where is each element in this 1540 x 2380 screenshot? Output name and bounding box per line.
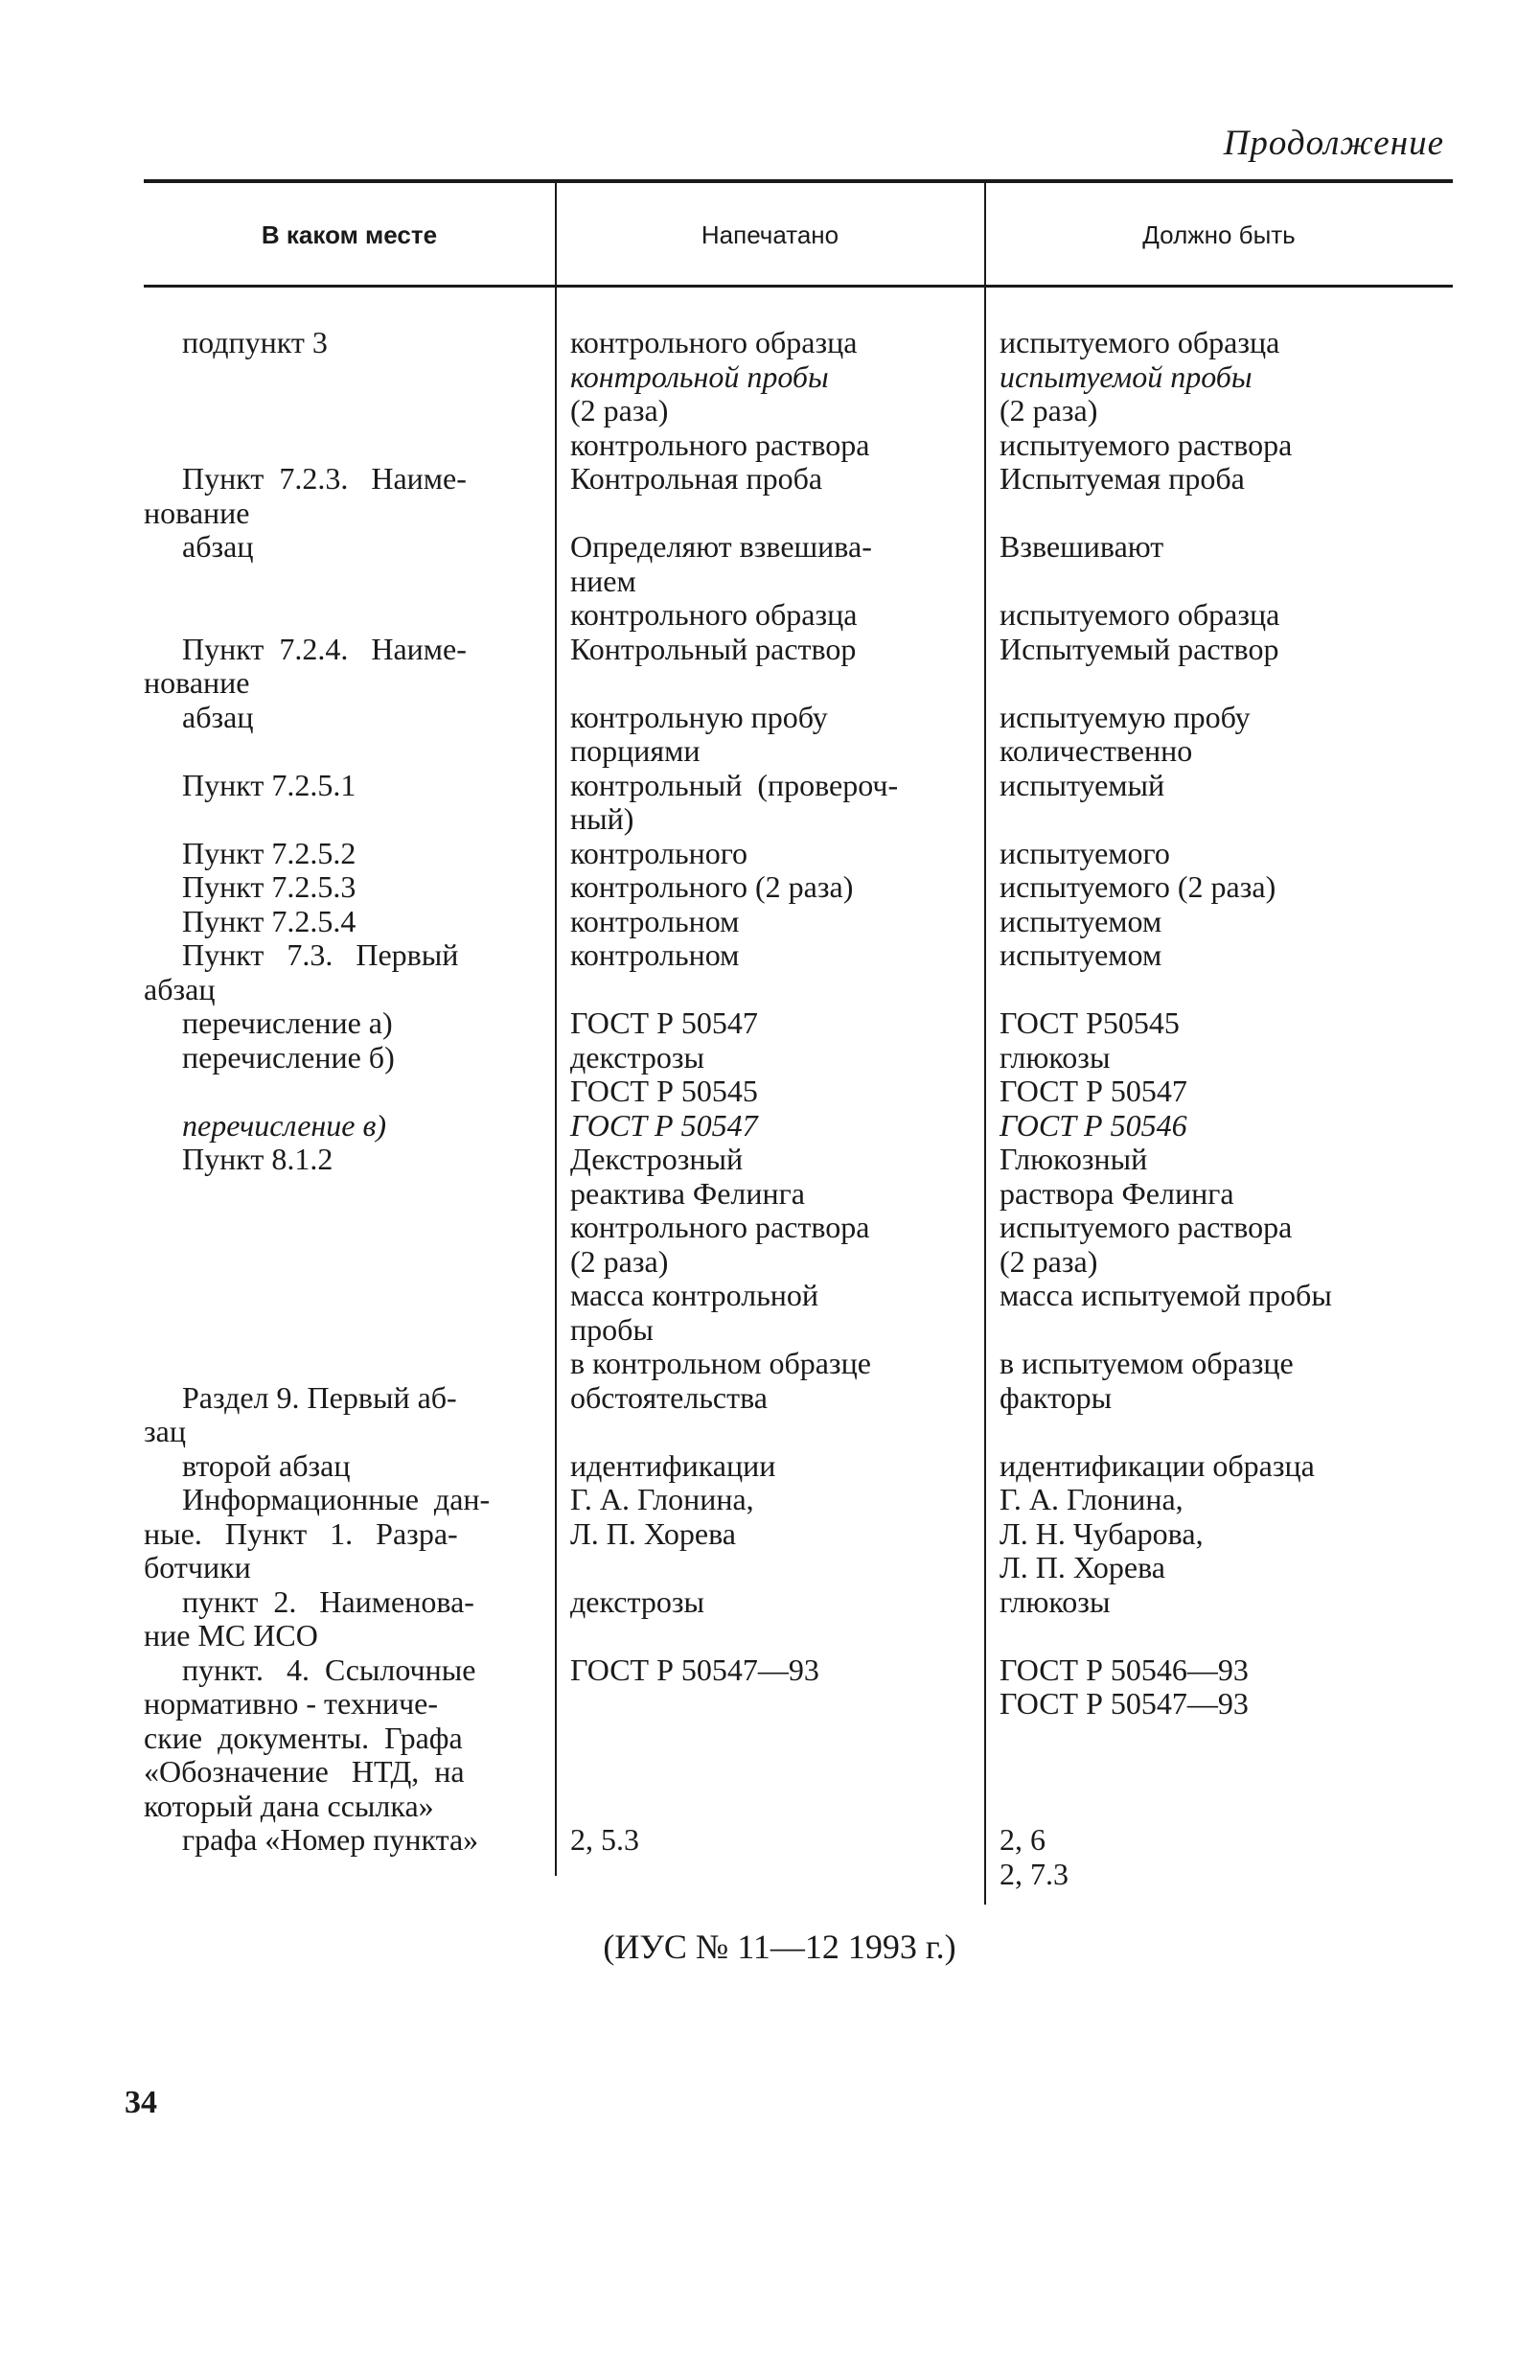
table-row xyxy=(144,1381,1453,1416)
table-row xyxy=(144,973,1453,1007)
place-cell xyxy=(144,394,555,428)
printed-cell: контрольном xyxy=(570,937,740,972)
table-row xyxy=(144,394,1453,428)
printed-cell: Контрольная проба xyxy=(570,461,823,496)
place-cell xyxy=(144,565,555,599)
printed-cell: ГОСТ Р 50547—93 xyxy=(570,1652,819,1687)
table-row xyxy=(144,530,1453,565)
printed-cell: 2, 5.3 xyxy=(570,1822,639,1857)
place-cell: Пункт 7.2.4. Наиме- xyxy=(144,631,467,666)
correct-cell: ГОСТ Р 50547—93 xyxy=(1000,1686,1249,1721)
correct-cell: испытуемый xyxy=(1000,767,1165,802)
place-cell: Пункт 8.1.2 xyxy=(144,1142,333,1176)
table-row xyxy=(144,1143,1453,1177)
table-row xyxy=(144,1006,1453,1041)
place-cell xyxy=(144,1858,555,1892)
place-cell: второй абзац xyxy=(144,1447,351,1483)
place-cell xyxy=(144,1211,555,1245)
printed-cell: масса контрольной xyxy=(570,1278,819,1312)
correct-cell: количественно xyxy=(1000,733,1193,768)
place-cell: перечисление б) xyxy=(144,1039,395,1074)
place-cell: пункт. 4. Ссылочные xyxy=(144,1652,476,1687)
printed-cell: порциями xyxy=(570,733,701,768)
correct-cell: ГОСТ Р 50546—93 xyxy=(1000,1652,1249,1687)
table-row xyxy=(144,701,1453,735)
place-cell: ные. Пункт 1. Разра- xyxy=(144,1515,458,1551)
place-cell: нормативно - техниче- xyxy=(144,1686,439,1721)
place-cell: «Обозначение НТД, на xyxy=(144,1754,465,1789)
table-row xyxy=(144,497,1453,531)
table-row xyxy=(144,428,1453,463)
printed-cell xyxy=(555,973,984,1007)
correct-cell: испытуемого раствора xyxy=(1000,1210,1293,1244)
table-row xyxy=(144,837,1453,871)
printed-cell: нием xyxy=(570,563,636,598)
place-cell xyxy=(144,1245,555,1280)
table-row xyxy=(144,1415,1453,1449)
place-cell: нование xyxy=(144,495,250,530)
printed-cell: (2 раза) xyxy=(570,393,669,427)
place-cell xyxy=(144,1279,555,1313)
printed-cell: контрольного раствора xyxy=(570,1210,870,1244)
correct-cell: Испытуемый раствор xyxy=(1000,631,1279,666)
table-row xyxy=(144,1109,1453,1144)
table-row xyxy=(144,938,1453,973)
printed-cell: Контрольный раствор xyxy=(570,631,857,666)
table-row xyxy=(144,462,1453,497)
table-row xyxy=(144,1653,1453,1688)
correct-cell: Г. А. Глонина, xyxy=(1000,1482,1184,1516)
table-row xyxy=(144,1585,1453,1620)
place-cell: Пункт 7.2.5.3 xyxy=(144,869,356,904)
table-row xyxy=(144,1211,1453,1245)
place-cell: графа «Номер пункта» xyxy=(144,1822,479,1857)
place-cell xyxy=(144,734,555,769)
printed-cell: контрольного xyxy=(570,835,748,870)
printed-cell: Декстрозный xyxy=(570,1142,744,1176)
table-row xyxy=(144,1721,1453,1756)
table-row xyxy=(144,1619,1453,1653)
correct-cell xyxy=(984,1790,1450,1824)
printed-cell xyxy=(555,1755,984,1790)
printed-cell xyxy=(555,1721,984,1756)
correct-cell xyxy=(984,1313,1450,1348)
correct-cell: ГОСТ Р50545 xyxy=(1000,1005,1180,1040)
printed-cell: идентификации xyxy=(570,1447,776,1483)
printed-cell xyxy=(555,1687,984,1721)
correct-cell: испытуемого образца xyxy=(1000,325,1280,359)
table-row xyxy=(144,870,1453,905)
correct-cell: Испытуемая проба xyxy=(1000,461,1245,496)
printed-cell xyxy=(555,497,984,531)
table-row xyxy=(144,1790,1453,1824)
place-cell: Пункт 7.3. Первый xyxy=(144,937,459,972)
table-row xyxy=(144,360,1453,395)
correct-cell: испытуемого раствора xyxy=(1000,427,1293,462)
correct-cell xyxy=(984,973,1450,1007)
place-cell: нование xyxy=(144,665,250,700)
printed-cell: декстрозы xyxy=(570,1583,704,1619)
printed-cell: (2 раза) xyxy=(570,1243,669,1279)
table-row xyxy=(144,1347,1453,1381)
correct-cell xyxy=(984,1415,1450,1449)
correct-cell: в испытуемом образце xyxy=(1000,1346,1294,1380)
place-cell: Пункт 7.2.5.2 xyxy=(144,835,356,870)
correct-cell: 2, 6 xyxy=(1000,1822,1046,1857)
printed-cell: контрольного (2 раза) xyxy=(570,869,854,904)
correct-cell: испытуемой пробы xyxy=(1000,358,1253,394)
correct-cell: Л. Н. Чубарова, xyxy=(1000,1515,1204,1551)
correct-cell: факторы xyxy=(1000,1379,1113,1415)
table-row xyxy=(144,1755,1453,1790)
place-cell: Информационные дан- xyxy=(144,1482,491,1516)
place-cell xyxy=(144,1347,555,1381)
place-cell: который дана ссылка» xyxy=(144,1788,434,1823)
printed-cell: контрольном xyxy=(570,903,740,938)
correct-cell: испытуемую пробу xyxy=(1000,699,1251,734)
place-cell: Раздел 9. Первый аб- xyxy=(144,1379,457,1415)
place-cell: абзац xyxy=(144,529,254,564)
printed-cell: Л. П. Хорева xyxy=(570,1515,736,1551)
place-cell: ние МС ИСО xyxy=(144,1618,318,1652)
correct-cell xyxy=(984,497,1450,531)
table-row xyxy=(144,1313,1453,1348)
correct-cell: ГОСТ Р 50547 xyxy=(1000,1074,1187,1108)
printed-cell xyxy=(555,1619,984,1653)
printed-cell: ГОСТ Р 50545 xyxy=(570,1074,758,1108)
continued-label: Продолжение xyxy=(1223,124,1444,163)
correct-cell xyxy=(984,1755,1450,1790)
place-cell: ские документы. Графа xyxy=(144,1720,463,1755)
correct-cell: Взвешивают xyxy=(1000,529,1164,564)
table-row xyxy=(144,1449,1453,1484)
printed-cell: контрольного образца xyxy=(570,325,858,359)
header-printed: Напечатано xyxy=(701,220,839,249)
place-cell xyxy=(144,360,555,395)
table-row xyxy=(144,802,1453,837)
printed-cell: контрольного образца xyxy=(570,597,858,632)
footer-citation: (ИУС № 11—12 1993 г.) xyxy=(603,1928,956,1966)
header-correct: Должно быть xyxy=(1142,220,1296,249)
table-header-rule xyxy=(144,285,1453,288)
correct-cell: испытуемого образца xyxy=(1000,597,1280,632)
correct-cell xyxy=(984,1721,1450,1756)
place-cell: перечисление а) xyxy=(144,1005,393,1040)
table-row xyxy=(144,905,1453,939)
printed-cell: декстрозы xyxy=(570,1039,704,1074)
place-cell xyxy=(144,1177,555,1212)
table-row xyxy=(144,1823,1453,1858)
correct-cell: испытуемого (2 раза) xyxy=(1000,869,1276,904)
table-row xyxy=(144,326,1453,360)
printed-cell: обстоятельства xyxy=(570,1379,768,1415)
corrections-table-body xyxy=(144,326,1453,1891)
printed-cell: контрольного раствора xyxy=(570,427,870,462)
correct-cell xyxy=(984,1619,1450,1653)
place-cell: пункт 2. Наименова- xyxy=(144,1583,474,1619)
correct-cell: испытуемого xyxy=(1000,835,1170,870)
correct-cell: Глюкозный xyxy=(1000,1142,1148,1176)
place-cell: Пункт 7.2.5.4 xyxy=(144,903,356,938)
printed-cell: ГОСТ Р 50547 xyxy=(570,1107,758,1143)
printed-cell: пробы xyxy=(570,1311,654,1347)
table-row xyxy=(144,1858,1453,1892)
place-cell xyxy=(144,428,555,463)
printed-cell: реактива Фелинга xyxy=(570,1175,805,1211)
printed-cell xyxy=(555,1551,984,1585)
table-row xyxy=(144,769,1453,803)
table-row xyxy=(144,1074,1453,1109)
table-row xyxy=(144,1687,1453,1721)
correct-cell xyxy=(984,565,1450,599)
table-row xyxy=(144,1483,1453,1517)
correct-cell xyxy=(984,666,1450,701)
place-cell: зац xyxy=(144,1414,186,1448)
correct-cell: испытуемом xyxy=(1000,903,1162,938)
place-cell: Пункт 7.2.3. Наиме- xyxy=(144,461,467,496)
printed-cell: ГОСТ Р 50547 xyxy=(570,1005,758,1040)
correct-cell: 2, 7.3 xyxy=(1000,1856,1069,1891)
place-cell: абзац xyxy=(144,699,254,734)
table-row xyxy=(144,598,1453,633)
printed-cell xyxy=(555,1858,984,1892)
table-row xyxy=(144,1551,1453,1585)
correct-cell xyxy=(984,802,1450,837)
place-cell: ботчики xyxy=(144,1550,251,1584)
place-cell xyxy=(144,598,555,633)
table-row xyxy=(144,1245,1453,1280)
printed-cell: ный) xyxy=(570,801,634,836)
place-cell: перечисление в) xyxy=(144,1107,387,1143)
place-cell xyxy=(144,802,555,837)
correct-cell: (2 раза) xyxy=(1000,1243,1098,1279)
printed-cell: контрольный (провероч- xyxy=(570,767,899,802)
printed-cell: в контрольном образце xyxy=(570,1346,871,1380)
table-row xyxy=(144,1517,1453,1552)
header-place: В каком месте xyxy=(261,220,438,249)
correct-cell: идентификации образца xyxy=(1000,1447,1315,1483)
printed-cell: контрольной пробы xyxy=(570,358,829,394)
printed-cell xyxy=(555,1415,984,1449)
printed-cell: контрольную пробу xyxy=(570,699,828,734)
correct-cell: ГОСТ Р 50546 xyxy=(1000,1107,1187,1143)
correct-cell: глюкозы xyxy=(1000,1583,1111,1619)
table-row xyxy=(144,565,1453,599)
table-row xyxy=(144,1041,1453,1075)
page-number: 34 xyxy=(125,2085,157,2120)
printed-cell xyxy=(555,666,984,701)
table-row xyxy=(144,1177,1453,1212)
place-cell xyxy=(144,1313,555,1348)
table-row xyxy=(144,666,1453,701)
table-row xyxy=(144,734,1453,769)
correct-cell: Л. П. Хорева xyxy=(1000,1550,1165,1584)
printed-cell: Г. А. Глонина, xyxy=(570,1482,754,1516)
printed-cell: Определяют взвешива- xyxy=(570,529,872,564)
table-top-rule xyxy=(144,179,1453,183)
place-cell: подпункт 3 xyxy=(144,325,328,359)
table-row xyxy=(144,1279,1453,1313)
place-cell: Пункт 7.2.5.1 xyxy=(144,767,356,802)
correct-cell: (2 раза) xyxy=(1000,393,1098,427)
table-row xyxy=(144,633,1453,667)
correct-cell: глюкозы xyxy=(1000,1039,1111,1074)
printed-cell xyxy=(555,1790,984,1824)
place-cell xyxy=(144,1074,555,1109)
correct-cell: испытуемом xyxy=(1000,937,1162,972)
place-cell: абзац xyxy=(144,971,216,1006)
correct-cell: масса испытуемой пробы xyxy=(1000,1278,1332,1312)
correct-cell: раствора Фелинга xyxy=(1000,1175,1234,1211)
